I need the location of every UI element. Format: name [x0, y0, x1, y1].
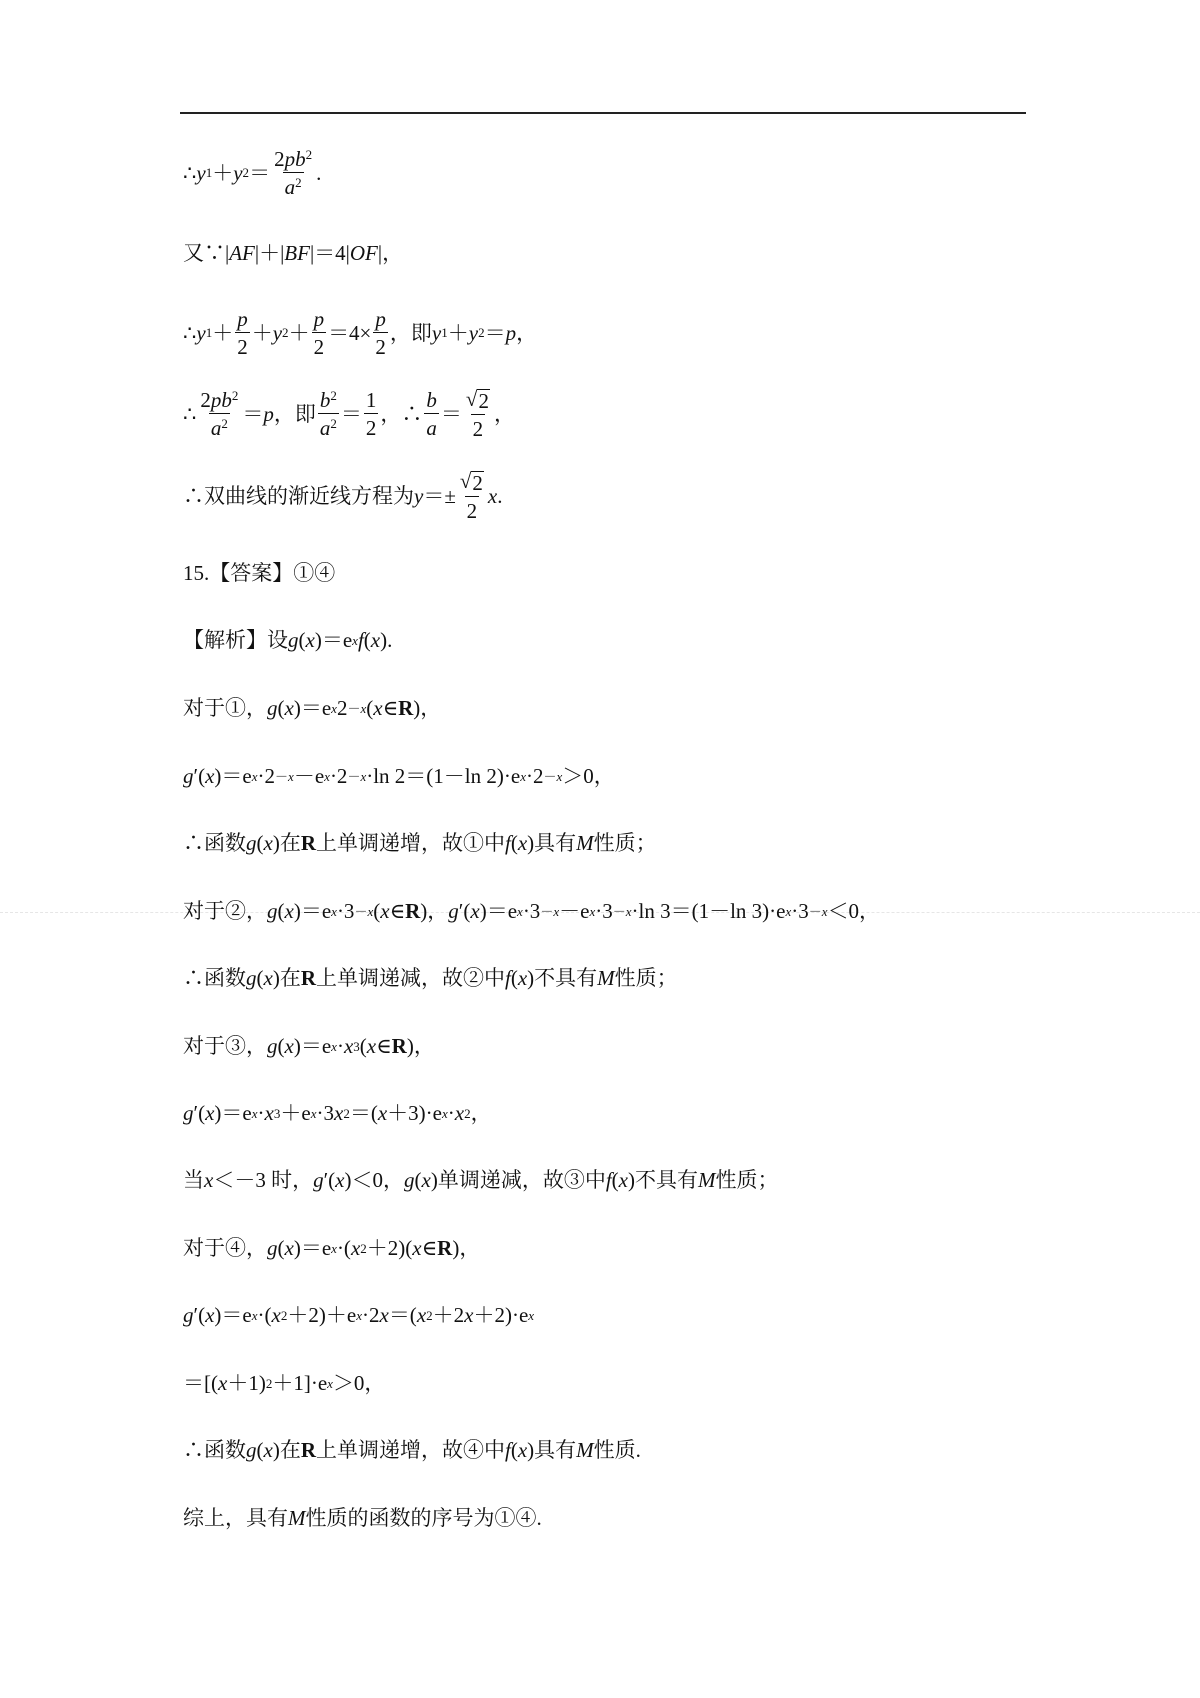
line-9: g ′( x )＝e x ·2 －x －e x ·2 －x ·ln 2＝(1－ln 2)·e x ·2 －x ＞0， — [183, 764, 615, 788]
line-20: 综上，具有 M 性质的函数的序号为①④. — [183, 1506, 542, 1530]
header-rule — [180, 112, 1026, 114]
line-2: 又∵| AF |＋| BF |＝4| OF |， — [183, 241, 404, 265]
line-16: 对于④， g ( x )＝e x ·( x 2 ＋2)( x ∈ R )， — [183, 1236, 481, 1260]
line-18: ＝[( x ＋1) 2 ＋1]·e x ＞0， — [183, 1371, 386, 1395]
answer-15: 15.【答案】①④ — [183, 561, 336, 585]
line-1: ∴ y 1 ＋ y 2 ＝ $\frac{2pb^2}{a^2}$ . — [183, 146, 322, 200]
line-14: g ′( x )＝e x · x 3 ＋e x ·3 x 2 ＝( x ＋3)·e x · x 2 ， — [183, 1101, 492, 1125]
line-5: ∴双曲线的渐近线方程为 y ＝± √ 2 2 x . — [183, 469, 503, 524]
line-17: g ′( x )＝e x ·( x 2 ＋2)＋e x ·2 x ＝( x 2 ＋2 x ＋2)·e x — [183, 1303, 535, 1327]
line-19: ∴函数 g ( x )在 R 上单调递增，故④中 f ( x )具有 M 性质. — [183, 1438, 641, 1462]
line-15: 当 x ＜－3 时， g ′( x )＜0， g ( x )单调递减，故③中 f ( x )不具有 M 性质； — [183, 1168, 779, 1192]
line-10: ∴函数 g ( x )在 R 上单调递增，故①中 f ( x )具有 M 性质； — [183, 831, 657, 855]
line-13: 对于③， g ( x )＝e x · x 3 ( x ∈ R )， — [183, 1034, 435, 1058]
line-12: ∴函数 g ( x )在 R 上单调递减，故②中 f ( x )不具有 M 性质； — [183, 966, 678, 990]
line-3: ∴ y 1 ＋ $\frac{p}{2}$ ＋ y 2 ＋ $\frac{p}{2}$ ＝4× $\frac{p}{2}$ ，即 y 1 ＋ y 2 ＝ p ， — [183, 307, 538, 360]
line-4: ∴ $\frac{2pb^2}{a^2}$ ＝ p ，即 $\frac{b^2}{a^2}$ ＝ $\frac{1}{2}$ ，∴ $\frac{b}{a}$ ＝ √ 2 2 ， — [183, 387, 515, 442]
line-11: 对于②， g ( x )＝e x ·3 －x ( x ∈ R )， g ′( x )＝e x ·3 －x －e x ·3 －x ·ln 3＝(1－ln 3)·e x ·3 －x ＜0， — [183, 899, 881, 923]
line-7: 【解析】设 g ( x )＝e x f ( x ). — [183, 628, 393, 652]
line-8: 对于①， g ( x )＝e x 2 －x ( x ∈ R )， — [183, 696, 442, 720]
